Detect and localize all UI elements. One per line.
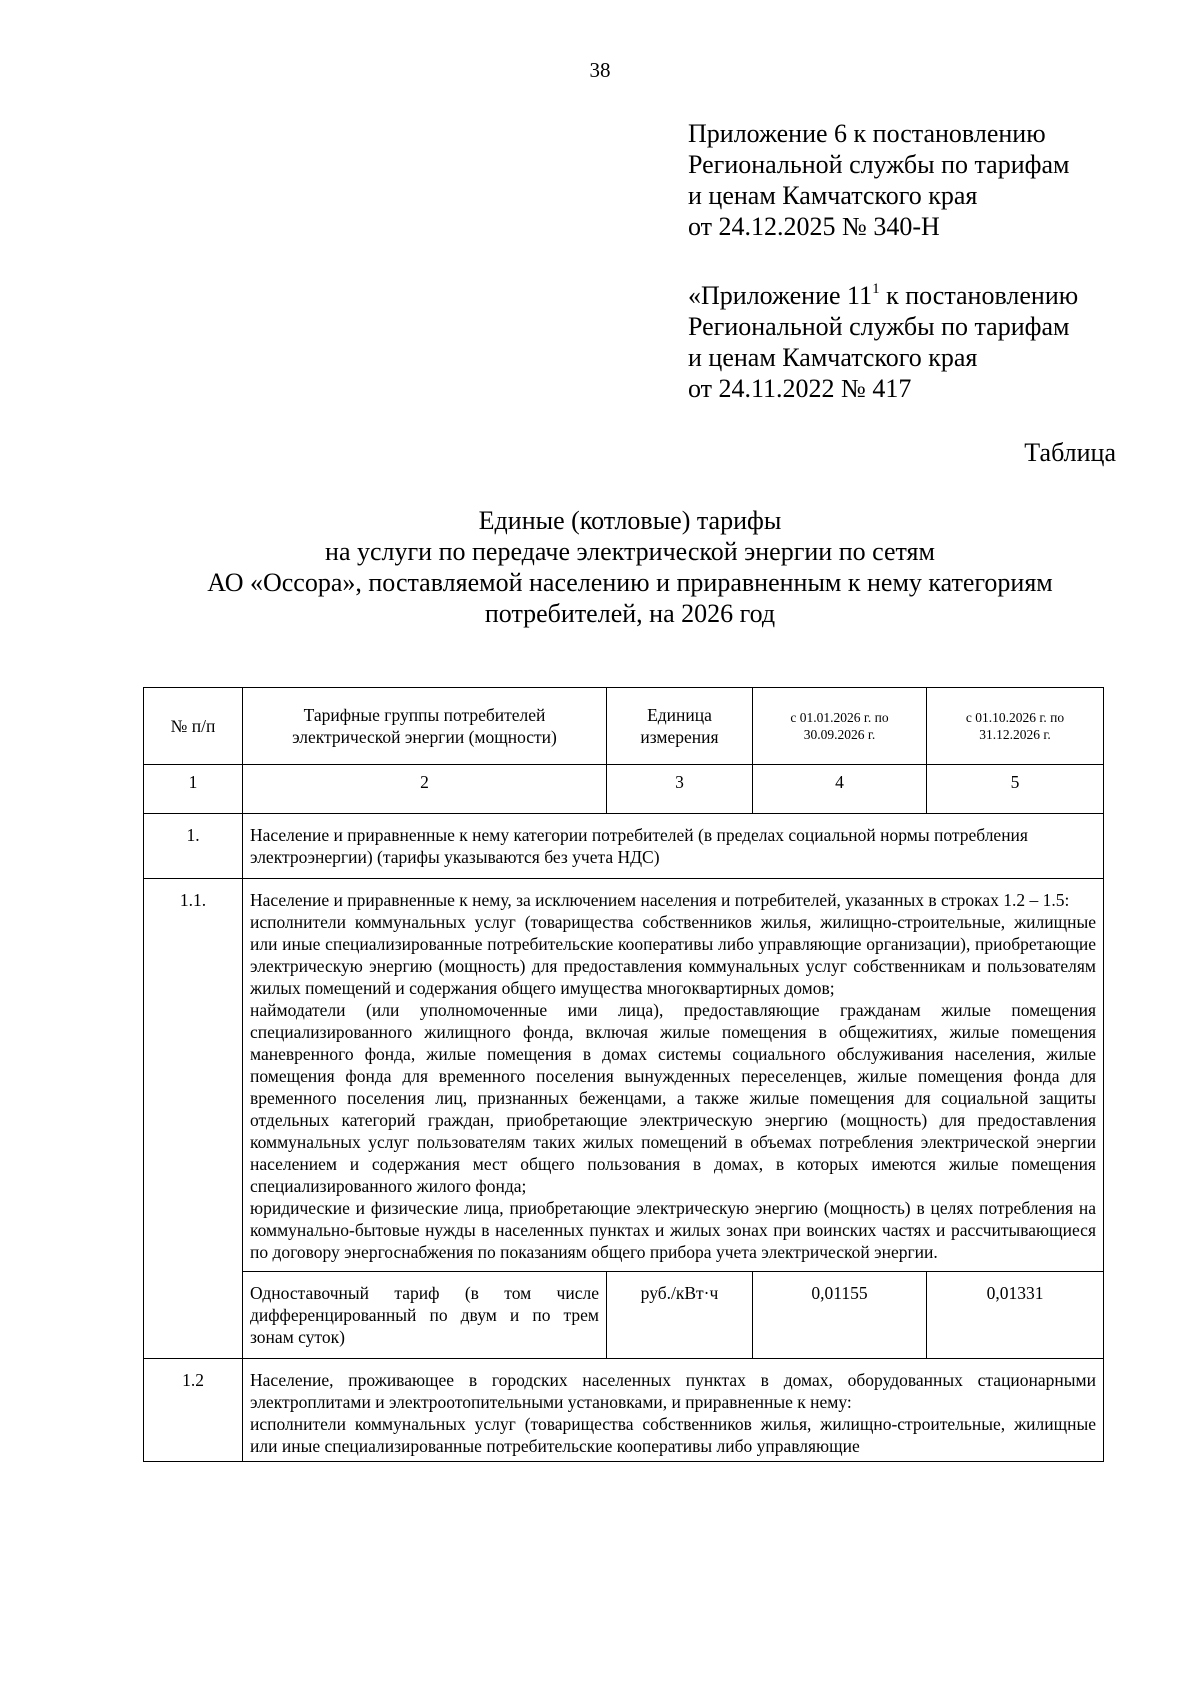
tariff-unit: руб./кВт·ч	[607, 1272, 753, 1359]
row-paragraph: юридические и физические лица, приобретающие электрическую энергию (мощность) в целях потребления на коммунально-бытовые нужды в населенных пунктах и жилых зонах при воинских частях и рассчитывающиеся по договору энергоснабжения по показаниям общего прибора учета электрической энергии.	[250, 1198, 1096, 1262]
approval-prefix: «Приложение 11	[688, 281, 873, 310]
row-num: 1.	[144, 814, 243, 879]
row-paragraph: исполнители коммунальных услуг (товарищества собственников жилья, жилищно-строительные, жилищные или иные специализированные потребительские кооперативы либо управляющие	[250, 1414, 1096, 1456]
title-line: потребителей, на 2026 год	[484, 599, 776, 628]
approval-block-original	[688, 280, 1078, 404]
row-paragraph: наймодатели (или уполномоченные ими лица), предоставляющие гражданам жилые помещения специализированного жилищного фонда, включая жилые помещения в общежитиях, жилые помещения маневренного фонда, жилые помещения в домах системы социального обслуживания населения, жилые помещения фонда для временного поселения вынужденных переселенцев, жилые помещения фонда для временного поселения лиц, признанных беженцами, а также жилые помещения для социальной защиты отдельных категорий граждан, приобретающие электрическую энергию (мощность) для предоставления коммунальных услуг пользователям таких жилых помещений в объемах потребления электрической энергии населением и содержания мест общего пользования в домах, в которых имеются жилые помещения специализированного жилого фонда;	[250, 1000, 1096, 1196]
title-line: АО «Оссора», поставляемой населению и приравненным к нему категориям	[207, 568, 1053, 597]
document-title	[0, 505, 1200, 629]
tariff-table	[143, 687, 1104, 1462]
tariff-row	[144, 1272, 1104, 1359]
column-number: 5	[927, 765, 1104, 814]
row-description	[243, 1359, 1104, 1462]
row-paragraph: исполнители коммунальных услуг (товарищества собственников жилья, жилищно-строительные, жилищные или иные специализированные потребительские кооперативы либо управляющие организации), приобретающие электрическую энергию (мощность) для предоставления коммунальных услуг собственникам и пользователям жилых помещений и содержания общего имущества многоквартирных домов;	[250, 912, 1096, 998]
row-num: 1.1.	[144, 879, 243, 1359]
row-paragraph: Население, проживающее в городских населенных пунктах в домах, оборудованных стационарными электроплитами и электроотопительными установками, и приравненные к нему:	[250, 1370, 1096, 1412]
approval-block-current	[688, 118, 1069, 242]
table-header-row	[144, 688, 1104, 765]
title-line: на услуги по передаче электрической энергии по сетям	[325, 537, 935, 566]
tariff-value-period-1: 0,01155	[753, 1272, 927, 1359]
header-num: № п/п	[144, 688, 243, 765]
table-row	[144, 814, 1104, 879]
approval-line: от 24.12.2025 № 340-Н	[688, 212, 940, 241]
table-row	[144, 1359, 1104, 1462]
table-row	[144, 879, 1104, 1272]
header-period-2: с 01.10.2026 г. по 31.12.2026 г.	[927, 688, 1104, 765]
tariff-value-period-2: 0,01331	[927, 1272, 1104, 1359]
tariff-name: Одноставочный тариф (в том числе дифференцированный по двум и по трем зонам суток)	[243, 1272, 607, 1359]
column-number: 1	[144, 765, 243, 814]
column-number-row	[144, 765, 1104, 814]
approval-line: от 24.11.2022 № 417	[688, 374, 912, 403]
title-line: Единые (котловые) тарифы	[478, 506, 782, 535]
row-description	[243, 879, 1104, 1272]
column-number: 3	[607, 765, 753, 814]
column-number: 2	[243, 765, 607, 814]
column-number: 4	[753, 765, 927, 814]
row-paragraph: Население и приравненные к нему, за исключением населения и потребителей, указанных в строках 1.2 – 1.5:	[250, 890, 1070, 910]
row-num: 1.2	[144, 1359, 243, 1462]
header-period-1: с 01.01.2026 г. по 30.09.2026 г.	[753, 688, 927, 765]
row-text: Население и приравненные к нему категории потребителей (в пределах социальной нормы потребления электроэнергии) (тарифы указываются без учета НДС)	[243, 814, 1104, 879]
approval-line: Приложение 6 к постановлению	[688, 119, 1046, 148]
approval-suffix: к постановлению	[879, 281, 1079, 310]
header-group: Тарифные группы потребителей электрической энергии (мощности)	[243, 688, 607, 765]
approval-line: Региональной службы по тарифам	[688, 312, 1070, 341]
approval-line: Региональной службы по тарифам	[688, 150, 1070, 179]
approval-line	[688, 280, 1078, 311]
superscript: 1	[872, 281, 880, 297]
header-unit: Единица измерения	[607, 688, 753, 765]
page-number: 38	[589, 58, 611, 82]
approval-line: и ценам Камчатского края	[688, 181, 978, 210]
table-label: Таблица	[1024, 438, 1116, 467]
approval-line: и ценам Камчатского края	[688, 343, 978, 372]
